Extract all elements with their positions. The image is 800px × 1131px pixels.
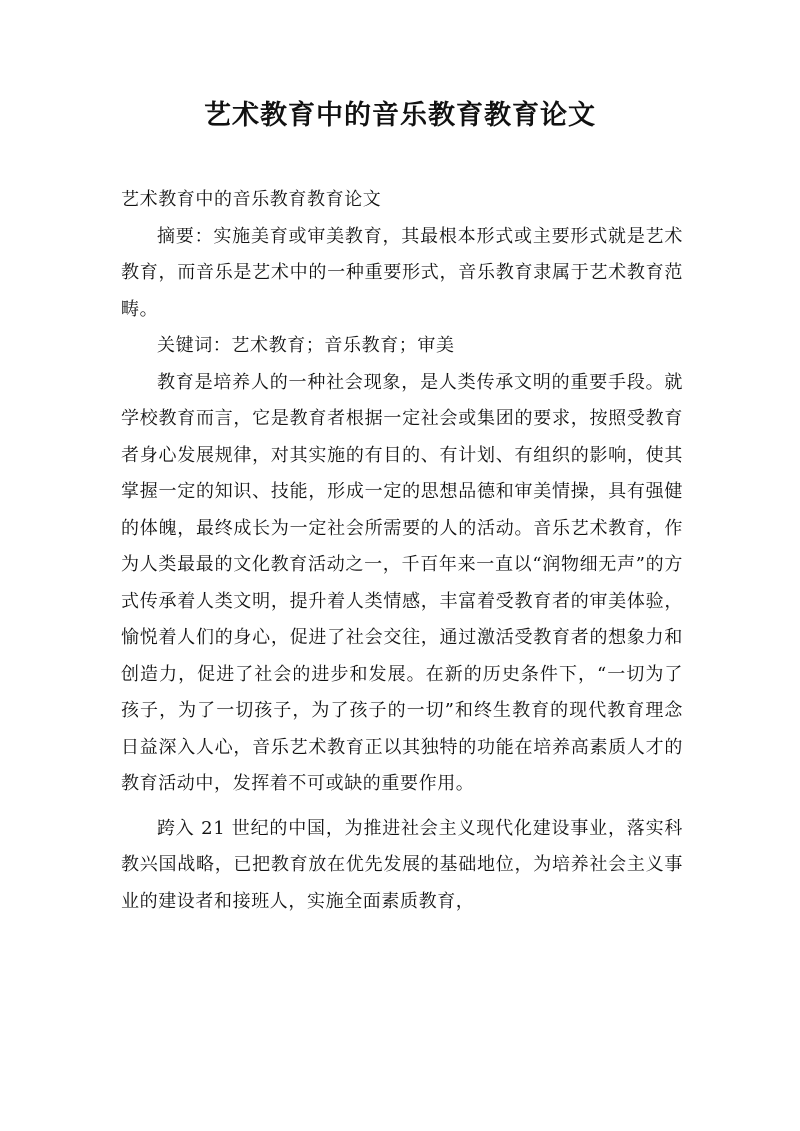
document-subtitle: 艺术教育中的音乐教育教育论文 bbox=[121, 189, 382, 210]
abstract-paragraph: 摘要：实施美育或审美教育，其最根本形式或主要形式就是艺术教育，而音乐是艺术中的一种重要形式，音乐教育隶属于艺术教育范畴。 bbox=[121, 225, 683, 320]
keywords-paragraph: 关键词：艺术教育；音乐教育；审美 bbox=[157, 335, 455, 356]
document-title: 艺术教育中的音乐教育教育论文 bbox=[204, 100, 596, 131]
body-paragraph: 跨入 21 世纪的中国，为推进社会主义现代化建设事业，落实科教兴国战略，已把教育放在优先发展的基础地位，为培养社会主义事业的建设者和接班人，实施全面素质教育， bbox=[121, 817, 683, 912]
body-paragraph: 教育是培养人的一种社会现象，是人类传承文明的重要手段。就学校教育而言，它是教育者根据一定社会或集团的要求，按照受教育者身心发展规律，对其实施的有目的、有计划、有组织的影响，使其掌握一定的知识、技能，形成一定的思想品德和审美情操，具有强健的体魄，最终成长为一定社会所需要的人的活动。音乐艺术教育，作为人类最最的文化教育活动之一，千百年来一直以“润物细无声”的方式传承着人类文明，提升着人类情感，丰富着受教育者的审美体验，愉悦着人们的身心，促进了社会交往，通过激活受教育者的想象力和创造力，促进了社会的进步和发展。在新的历史条件下，“一切为了孩子，为了一切孩子，为了孩子的一切”和终生教育的现代教育理念日益深入人心，音乐艺术教育正以其独特的功能在培养高素质人才的教育活动中，发挥着不可或缺的重要作用。 bbox=[121, 371, 683, 794]
document-body bbox=[121, 182, 683, 920]
